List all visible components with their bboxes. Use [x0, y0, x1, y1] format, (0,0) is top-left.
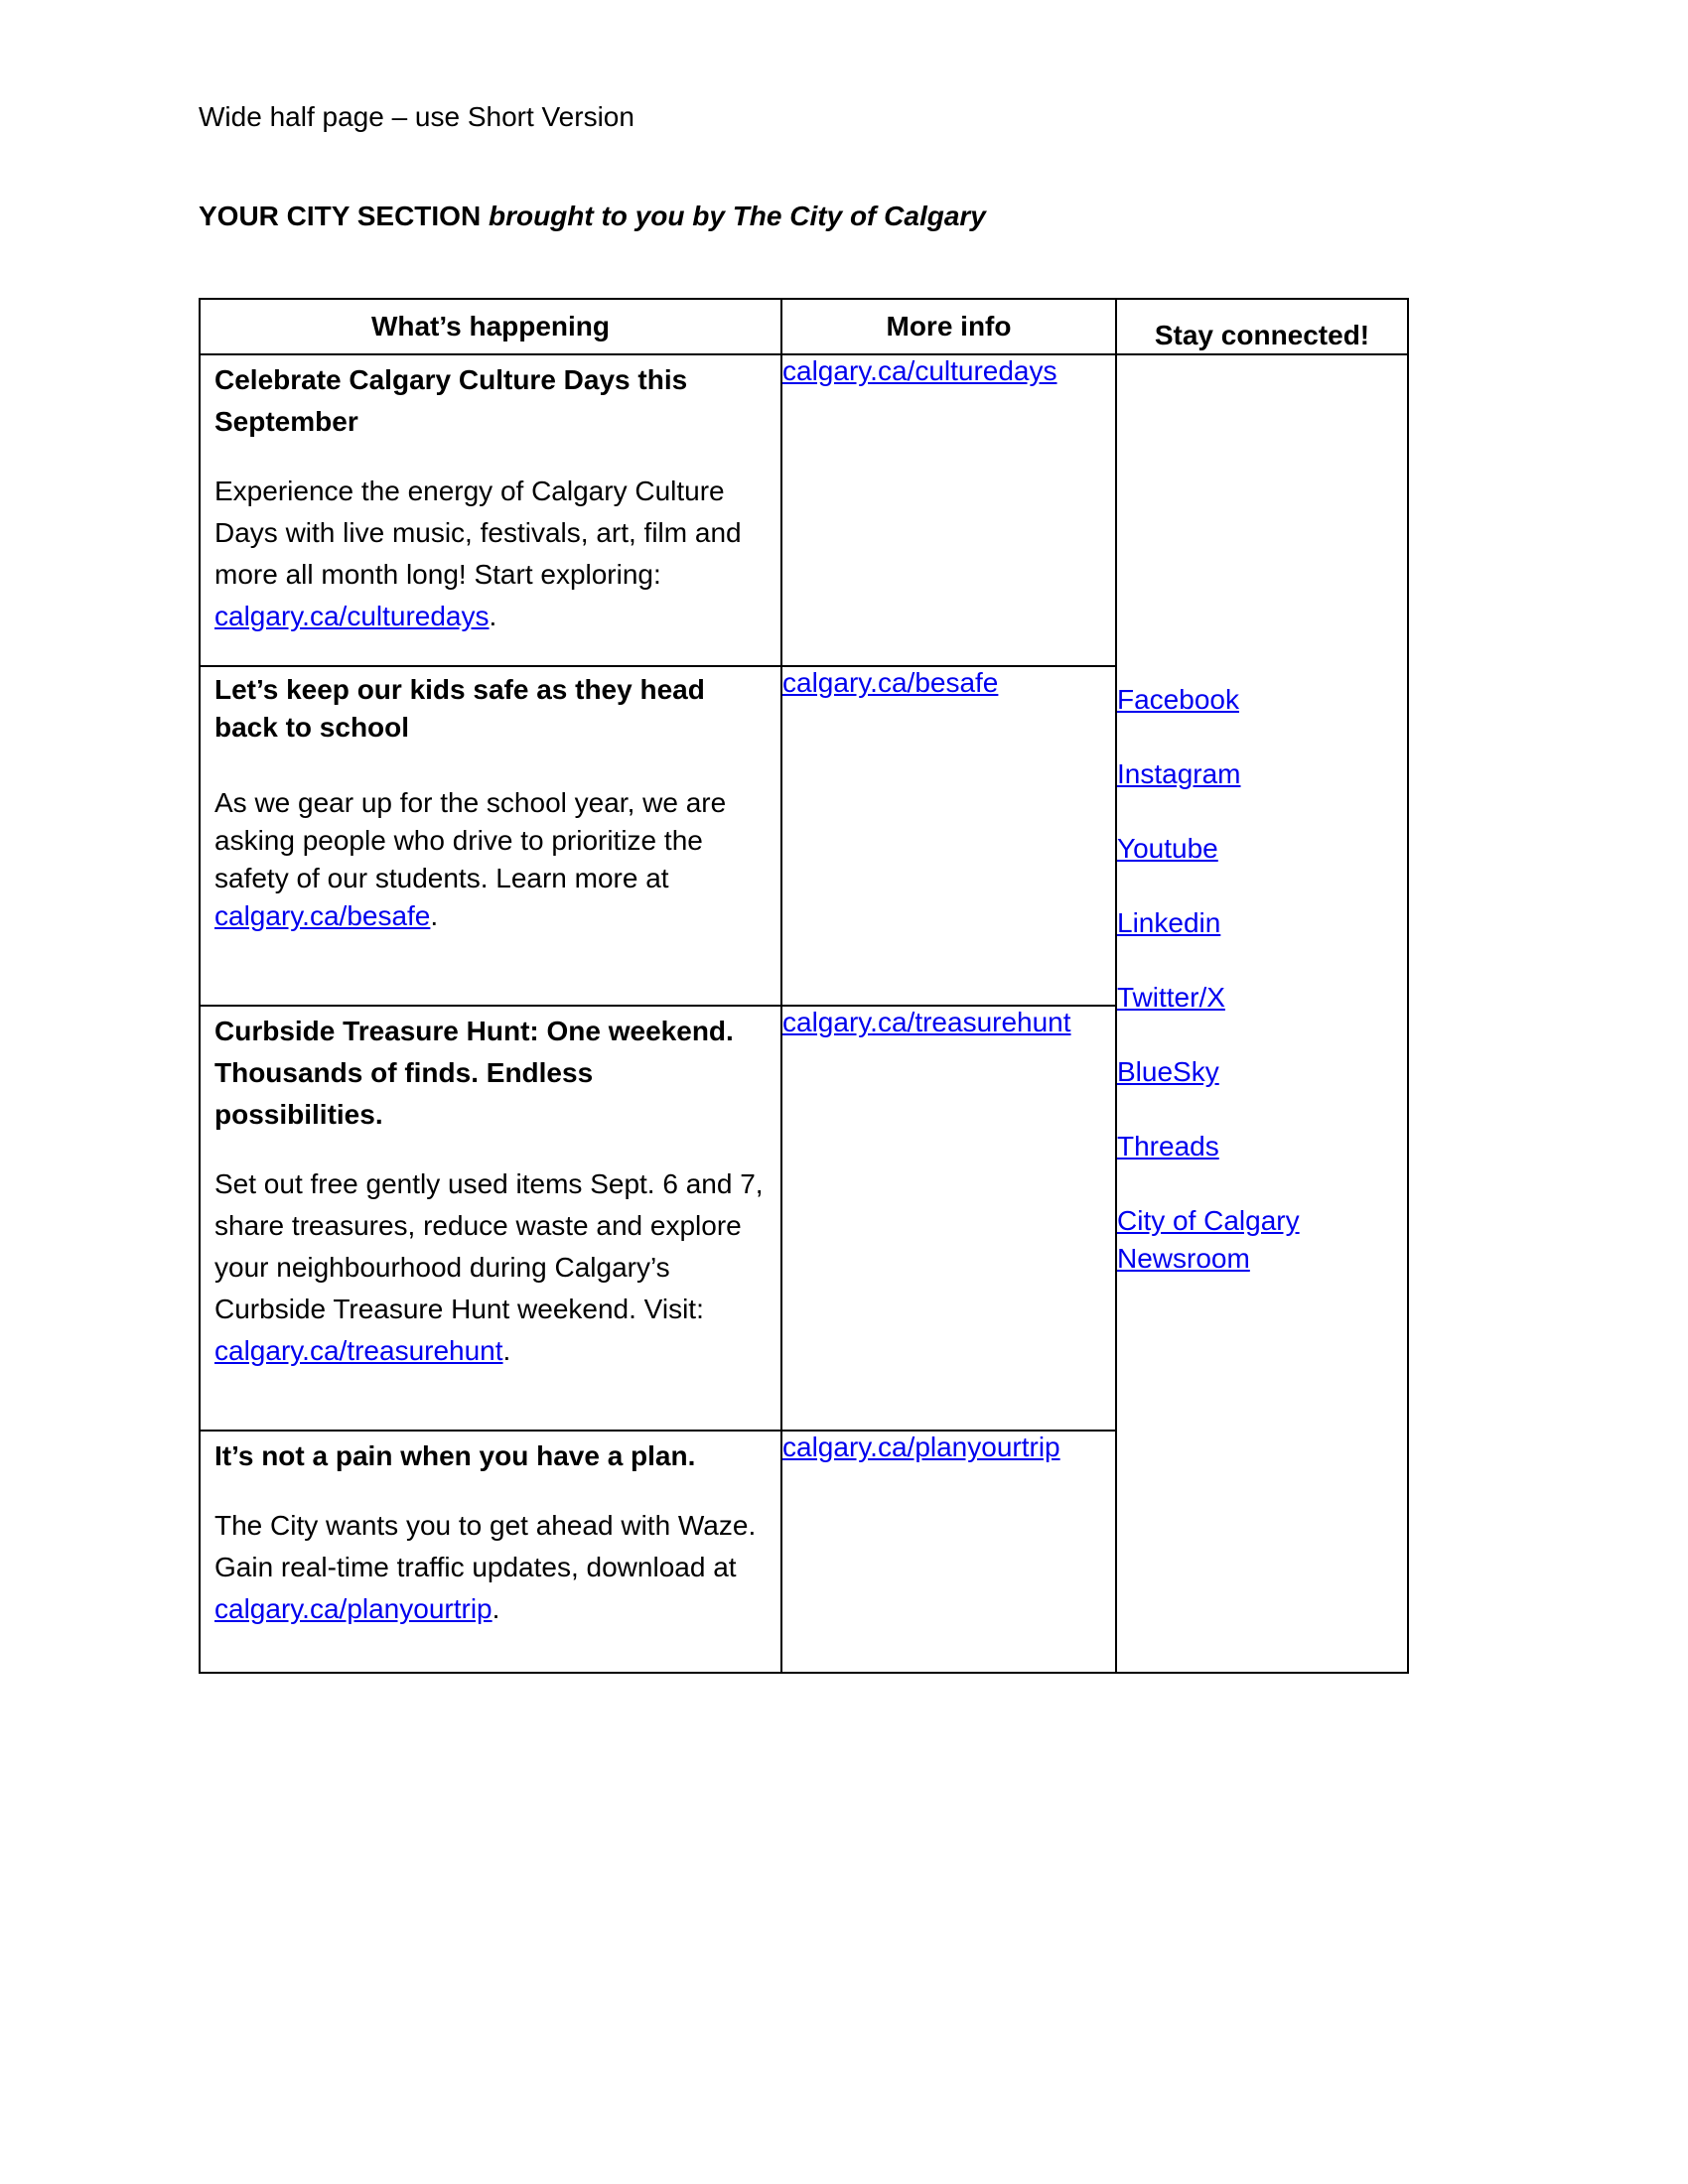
- whats-happening-cell: [200, 1431, 781, 1673]
- item-body: [214, 784, 767, 935]
- column-header-whats-happening: What’s happening: [200, 299, 781, 354]
- section-title: [199, 199, 986, 234]
- whats-happening-cell: [200, 666, 781, 1006]
- item-body-suffix: .: [489, 601, 497, 631]
- item-body-link[interactable]: calgary.ca/planyourtrip: [214, 1593, 492, 1624]
- more-info-link[interactable]: calgary.ca/besafe: [782, 667, 999, 698]
- column-header-more-info: More info: [781, 299, 1116, 354]
- layout-note: Wide half page – use Short Version: [199, 101, 634, 132]
- whats-happening-cell: [200, 1006, 781, 1431]
- more-info-link[interactable]: calgary.ca/planyourtrip: [782, 1432, 1060, 1462]
- more-info-cell: [781, 1006, 1116, 1431]
- social-links-list: [1117, 355, 1407, 1278]
- item-body-link[interactable]: calgary.ca/besafe: [214, 900, 431, 931]
- item-title: Let’s keep our kids safe as they head back to school: [214, 674, 705, 743]
- column-header-stay-connected: Stay connected!: [1116, 299, 1408, 354]
- item-body-link[interactable]: calgary.ca/culturedays: [214, 601, 490, 631]
- whats-happening-cell: [200, 354, 781, 666]
- item-body-text: Set out free gently used items Sept. 6 and 7, share treasures, reduce waste and explore your neighbourhood during Calgary’s Curbside Treasure Hunt weekend. Visit:: [214, 1168, 764, 1324]
- table-row: [200, 354, 1408, 666]
- social-link-youtube[interactable]: Youtube: [1117, 833, 1218, 864]
- more-info-cell: [781, 1431, 1116, 1673]
- item-body-text: Experience the energy of Calgary Culture Days with live music, festivals, art, film and more all month long! Start exploring:: [214, 476, 742, 590]
- stay-connected-cell: [1116, 354, 1408, 1673]
- item-body-suffix: .: [430, 900, 439, 931]
- item-body-link[interactable]: calgary.ca/treasurehunt: [214, 1335, 503, 1366]
- more-info-link[interactable]: calgary.ca/culturedays: [782, 355, 1057, 386]
- social-link-twitter-x[interactable]: Twitter/X: [1117, 982, 1225, 1013]
- item-title: It’s not a pain when you have a plan.: [214, 1440, 696, 1471]
- social-link-newsroom[interactable]: City of Calgary Newsroom: [1117, 1205, 1300, 1274]
- item-title: Curbside Treasure Hunt: One weekend. Thousands of finds. Endless possibilities.: [214, 1016, 734, 1130]
- city-section-table: [199, 298, 1409, 1674]
- social-link-linkedin[interactable]: Linkedin: [1117, 907, 1221, 938]
- item-title: Celebrate Calgary Culture Days this September: [214, 364, 688, 437]
- more-info-cell: [781, 354, 1116, 666]
- section-title-main: YOUR CITY SECTION: [199, 201, 482, 231]
- item-body: [214, 471, 767, 637]
- item-body-text: The City wants you to get ahead with Waze. Gain real-time traffic updates, download at: [214, 1510, 757, 1582]
- social-link-threads[interactable]: Threads: [1117, 1131, 1219, 1161]
- item-body-text: As we gear up for the school year, we are asking people who drive to prioritize the safety of our students. Learn more at: [214, 787, 727, 893]
- item-body: [214, 1505, 767, 1630]
- section-title-byline: brought to you by The City of Calgary: [488, 201, 986, 231]
- item-body: [214, 1163, 767, 1372]
- item-body-suffix: .: [492, 1593, 500, 1624]
- social-link-bluesky[interactable]: BlueSky: [1117, 1056, 1219, 1087]
- more-info-link[interactable]: calgary.ca/treasurehunt: [782, 1007, 1071, 1037]
- item-body-suffix: .: [502, 1335, 511, 1366]
- social-link-facebook[interactable]: Facebook: [1117, 684, 1239, 715]
- social-link-instagram[interactable]: Instagram: [1117, 758, 1241, 789]
- table-header-row: [200, 299, 1408, 354]
- more-info-cell: [781, 666, 1116, 1006]
